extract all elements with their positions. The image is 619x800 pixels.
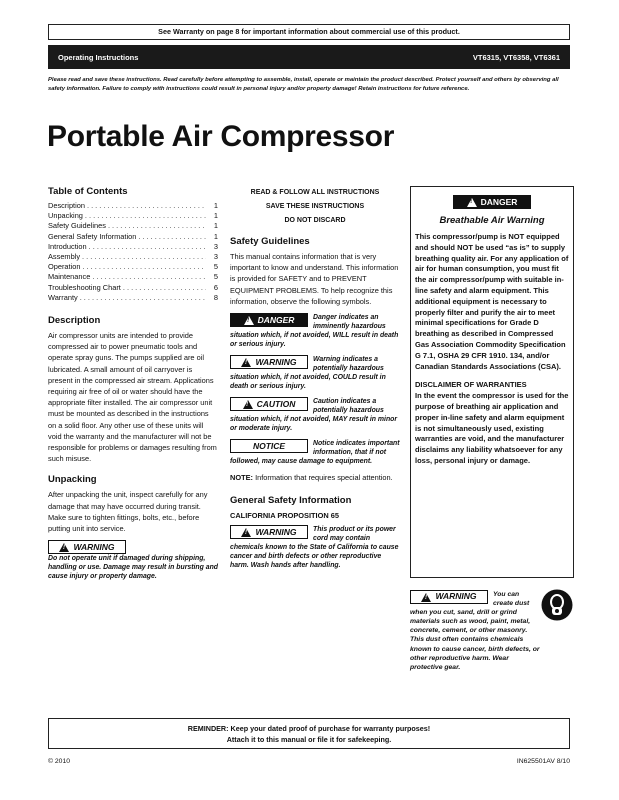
warning-sign: ! WARNING: [230, 525, 308, 539]
alert-triangle-icon: [241, 528, 251, 537]
reminder-line-2: Attach it to this manual or file it for safekeeping.: [226, 735, 392, 744]
breathable-air-heading: Breathable Air Warning: [439, 215, 545, 226]
breathable-air-text: This compressor/pump is NOT equipped and should NOT be used “as is” to supply breathing quality air. For any application of air for human consumption, you must fit the air compressor/pump with suitable in-line safety and alarm equipment. This additional equipment is necessary to properly filter and purify the air to meet minimal specifications for Grade D breathing as described in Compressed Gas Association Commodity Specification G 7.1, OSHA 29 CFR 1910. 134, and/or Canadian Standards Associations (CSA).: [415, 232, 569, 371]
alert-triangle-icon: [421, 593, 431, 602]
discard-line: DO NOT DISCARD: [284, 217, 346, 224]
warranty-notice: See Warranty on page 8 for important information about commercial use of this product.: [48, 24, 570, 40]
notice-sign: NOTICE: [230, 439, 308, 453]
alert-triangle-icon: [243, 400, 253, 409]
warning-sign: ! WARNING: [48, 540, 126, 554]
caution-definition: [230, 397, 400, 433]
disclaimer-heading: DISCLAIMER OF WARRANTIES: [415, 380, 527, 390]
copyright: © 2010: [48, 758, 71, 765]
dust-warning-text: You can create dust when you cut, sand, drill or grind materials such as wood, paint, metal, concrete, cement, or other masonry. This dust often contains chemicals known to cause cancer, birth defects, or other reproductive harm. Wear protective gear.: [410, 591, 540, 671]
warning-sign: ! WARNING: [410, 590, 488, 604]
reminder-box: [48, 718, 570, 749]
page-title: Portable Air Compressor: [47, 120, 395, 153]
model-numbers: VT6315, VT6358, VT6361: [472, 52, 560, 62]
description-text: Air compressor units are intended to provide compressed air to power pneumatic tools and operate spray guns. The pumps supplied are oil lubricated. A small amount of oil carryover is present in the compressed air stream. Applications requiring air free of oil or water should have the appropriate filter installed. The air compressor unit must be mounted as described in the instructions on a solid floor. Any other use of these units will void the warranty and the manufacturer will not be responsible for problems or damages resulting from such misuse.: [48, 331, 217, 464]
unpacking-heading: Unpacking: [48, 474, 97, 486]
toc-item[interactable]: Maintenance . . . 5: [48, 272, 218, 282]
unpacking-warning: [48, 540, 218, 581]
respirator-mask-icon: [541, 589, 573, 621]
notice-definition: [230, 439, 400, 466]
toc-item[interactable]: Assembly . . . 3: [48, 252, 218, 262]
toc-item[interactable]: Introduction . . . 3: [48, 242, 218, 252]
toc-item[interactable]: Operation . . . 5: [48, 262, 218, 272]
toc-item[interactable]: Warranty . . . 8: [48, 293, 218, 303]
reminder-line-1: REMINDER: Keep your dated proof of purchase for warranty purposes!: [187, 724, 431, 733]
table-of-contents: [48, 201, 218, 303]
toc-item[interactable]: Unpacking . . . 1: [48, 211, 218, 221]
document-number: IN625501AV 8/10: [516, 758, 570, 765]
toc-item[interactable]: General Safety Information . . . 1: [48, 232, 218, 242]
header-bar: [48, 45, 570, 69]
prop65-warning-text: This product or its power cord may contain chemicals known to the State of California to cause cancer and birth defects or other reproductive harm. Wash hands after handling.: [230, 526, 399, 570]
danger-definition-text: Danger indicates an imminently hazardous situation which, if not avoided, WILL result in death or serious injury.: [230, 314, 399, 349]
warning-definition: [230, 355, 400, 391]
danger-definition: [230, 313, 400, 349]
note: NOTE: Information that requires special attention.: [230, 473, 393, 483]
prop65-warning: [230, 525, 400, 570]
breathable-air-danger-box: [410, 186, 574, 578]
unpacking-warning-text: Do not operate unit if damaged during shipping, handling or use. Damage may result in bursting and cause injury or property damage.: [48, 555, 218, 581]
toc-item[interactable]: Troubleshooting Chart . . . 6: [48, 283, 218, 293]
column-middle: [230, 186, 400, 576]
safety-text: This manual contains information that is very important to know and understand. This information is provided for SAFETY and to PREVENT EQUIPMENT PROBLEMS. To help recognize this information, observe the following symbols.: [230, 252, 399, 306]
warning-sign: ! WARNING: [230, 355, 308, 369]
description-heading: Description: [48, 315, 101, 327]
caution-sign: ! CAUTION: [230, 397, 308, 411]
alert-triangle-icon: [59, 543, 69, 552]
unpacking-text: After unpacking the unit, inspect carefully for any damage that may have occurred during transit. Make sure to tighten fittings, bolts, etc., before putting unit into service.: [48, 490, 208, 534]
danger-sign: ! DANGER: [453, 195, 531, 209]
safety-heading: Safety Guidelines: [230, 236, 310, 247]
save-line: SAVE THESE INSTRUCTIONS: [265, 203, 365, 210]
prop65-heading: CALIFORNIA PROPOSITION 65: [230, 511, 339, 521]
alert-triangle-icon: [467, 198, 477, 207]
toc-item[interactable]: Safety Guidelines . . . 1: [48, 221, 218, 231]
toc-item[interactable]: Description . . . 1: [48, 201, 218, 211]
footer: [48, 758, 570, 765]
document-type: Operating Instructions: [58, 52, 139, 62]
toc-heading: Table of Contents: [48, 186, 128, 197]
danger-sign: ! DANGER: [230, 313, 308, 327]
alert-triangle-icon: [244, 316, 254, 325]
caution-definition-text: Caution indicates a potentially hazardous situation which, if not avoided, MAY result in minor or moderate injury.: [230, 398, 398, 433]
notice-definition-text: Notice indicates important information, that if not followed, may cause damage to equipment.: [230, 440, 400, 466]
column-left: [48, 186, 218, 587]
alert-triangle-icon: [241, 358, 251, 367]
intro-text: Please read and save these instructions. Read carefully before attempting to assemble, install, operate or maintain the product described. Protect yourself and others by observing all safety information. Failure to comply with instructions could result in personal injury and/or property damage! Retain instructions for future reference.: [48, 77, 559, 92]
general-safety-heading: General Safety Information: [230, 495, 352, 507]
disclaimer-text: In the event the compressor is used for the purpose of breathing air application and proper in-line safety and alarm equipment is not simultaneously used, existing warranties are void, and the manufacturer disclaims any liability whatsoever for any loss, personal injury or damage.: [415, 391, 569, 465]
warning-definition-text: Warning indicates a potentially hazardous situation which, if not avoided, COULD result in death or serious injury.: [230, 356, 386, 391]
read-follow-line: READ & FOLLOW ALL INSTRUCTIONS: [250, 189, 380, 196]
